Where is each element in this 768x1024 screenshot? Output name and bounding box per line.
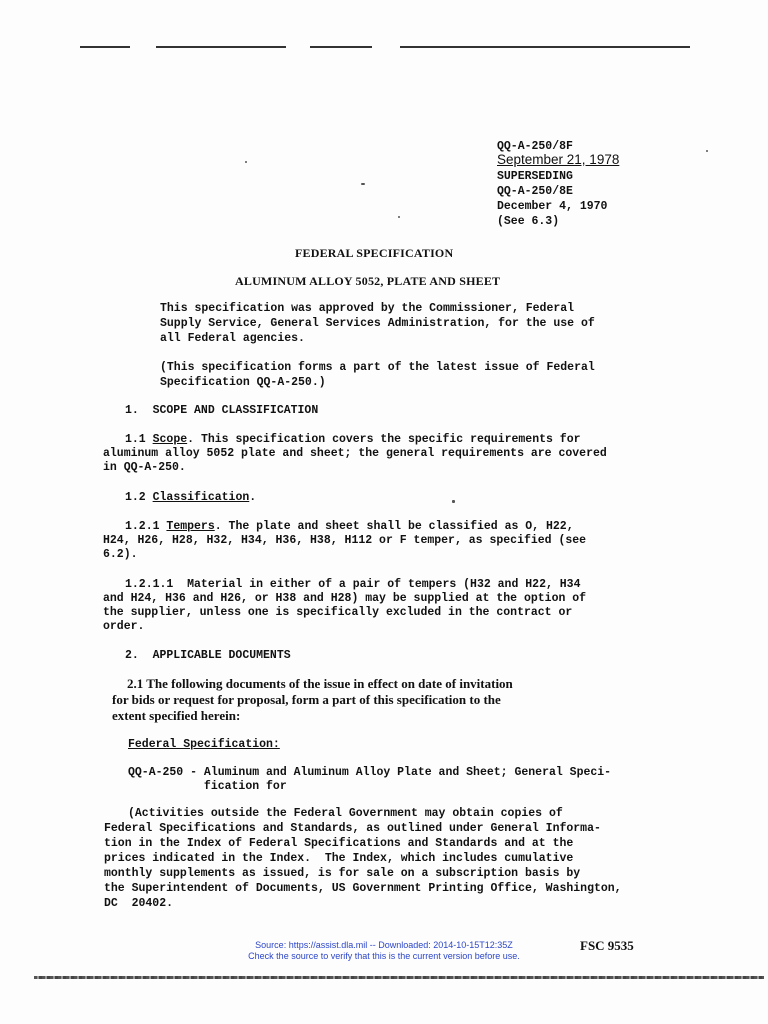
section-number: 1.1 [125,433,146,446]
see-note: (See 6.3) [497,215,560,228]
approval-line: Supply Service, General Services Administration, for the use of [160,317,595,330]
section-1-2-1-1-line: 1.2.1.1 Material in either of a pair of tempers (H32 and H22, H34 [125,578,581,591]
scan-speck [452,500,455,503]
source-line: Source: https://assist.dla.mil -- Downloaded: 2014-10-15T12:35Z [255,940,513,950]
federal-specification-label: Federal Specification: [128,738,280,751]
doc-id: QQ-A-250/8F [497,140,573,153]
activities-line: prices indicated in the Index. The Index, which includes cumulative [104,852,574,865]
scan-speck [398,216,400,218]
approval-line: all Federal agencies. [160,332,305,345]
section-title: Classification [152,491,250,504]
section-number: 1.2.1 [125,520,160,533]
activities-line: monthly supplements as issued, is for sale on a subscription basis by [104,867,581,880]
activities-line: Federal Specifications and Standards, as outlined under General Informa- [104,822,601,835]
scan-rule [156,46,286,48]
section-2-1-line: extent specified herein: [112,708,241,723]
section-1-heading: 1. SCOPE AND CLASSIFICATION [125,404,319,417]
section-2-heading: 2. APPLICABLE DOCUMENTS [125,649,291,662]
section-number: 1.2 [125,491,146,504]
section-1-2-1-line: 6.2). [103,548,138,561]
activities-line: DC 20402. [104,897,174,910]
section-2-1-line: 2.1 The following documents of the issue in effect on date of invitation [127,676,513,691]
section-2-1-line: for bids or request for proposal, form a part of this specification to the [112,692,501,707]
spec-title: ALUMINUM ALLOY 5052, PLATE AND SHEET [235,274,501,288]
scan-speck [245,161,247,163]
spec-type-title: FEDERAL SPECIFICATION [295,246,454,260]
section-1-2-1-line: H24, H26, H28, H32, H34, H36, H38, H112 or F temper, as specified (see [103,534,587,547]
superseded-id: QQ-A-250/8E [497,185,573,198]
forms-part-line: (This specification forms a part of the latest issue of Federal [160,361,595,374]
section-text: . This specification covers the specific requirements for [187,433,581,446]
section-1-1-line: aluminum alloy 5052 plate and sheet; the general requirements are covered [103,447,607,460]
source-notice [0,940,768,962]
referenced-document: fication for [128,780,287,793]
section-1-1-line: in QQ-A-250. [103,461,186,474]
section-1-1-line [125,433,581,448]
activities-line: (Activities outside the Federal Government may obtain copies of [128,807,563,820]
approval-line: This specification was approved by the Commissioner, Federal [160,302,575,315]
scan-rule [400,46,690,48]
section-title: Scope [152,433,188,446]
section-1-2-line: 1.2 Classification. [125,491,257,504]
referenced-document: QQ-A-250 - Aluminum and Aluminum Alloy Plate and Sheet; General Speci- [128,766,612,779]
scan-rule [80,46,130,48]
section-title: Tempers [166,520,215,533]
scan-speck [706,150,708,152]
activities-line: tion in the Index of Federal Specifications and Standards and at the [104,837,574,850]
source-verify-line: Check the source to verify that this is the current version before use. [248,951,520,961]
scan-rule [310,46,372,48]
section-1-2-1-1-line: the supplier, unless one is specifically excluded in the contract or [103,606,573,619]
scan-speck [361,183,365,185]
fsc-code: FSC 9535 [580,938,634,953]
superseded-date: December 4, 1970 [497,200,608,213]
section-1-2-1-line [125,520,574,535]
doc-date: September 21, 1978 [497,152,620,167]
superseding-label: SUPERSEDING [497,170,573,183]
scan-edge [34,976,764,979]
section-text: . The plate and sheet shall be classified as O, H22, [214,520,574,533]
forms-part-line: Specification QQ-A-250.) [160,376,326,389]
activities-line: the Superintendent of Documents, US Government Printing Office, Washington, [104,882,622,895]
section-1-2-1-1-line: and H24, H36 and H26, or H38 and H28) may be supplied at the option of [103,592,587,605]
section-1-2-1-1-line: order. [103,620,145,633]
